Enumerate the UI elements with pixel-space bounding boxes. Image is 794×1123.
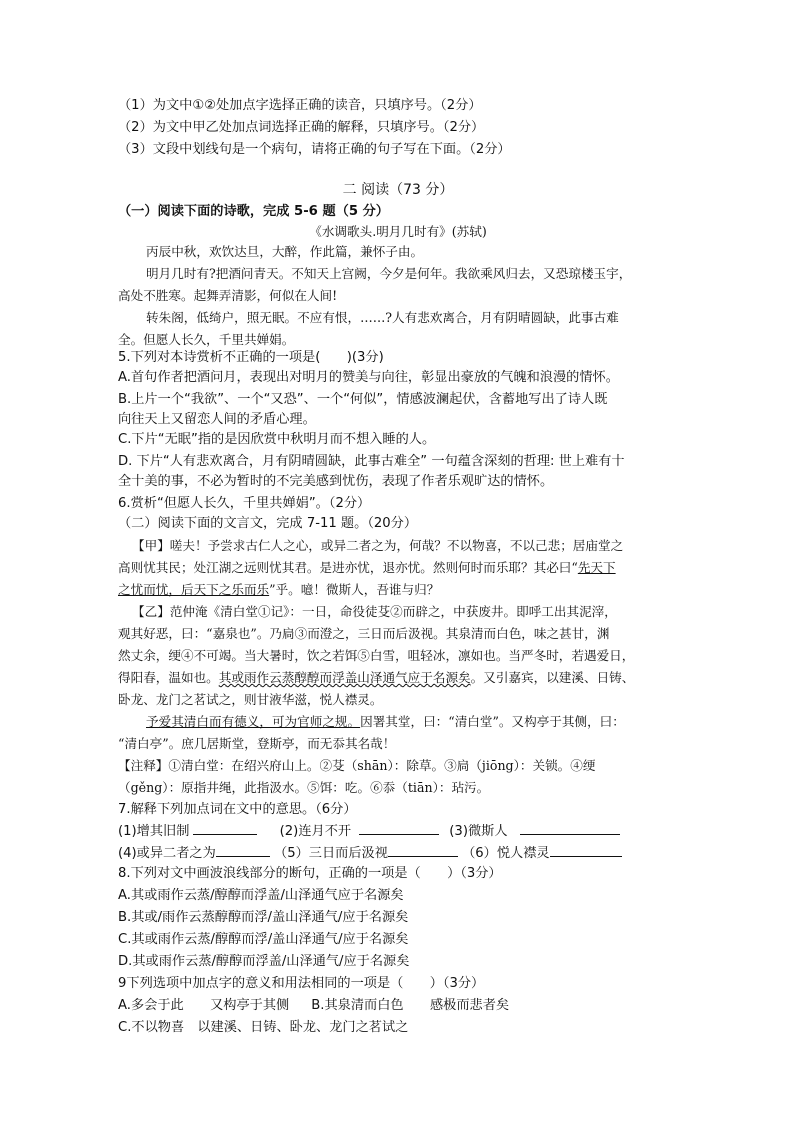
poem-preface: 丙辰中秋，欢饮达旦，大醉，作此篇，兼怀子由。 (146, 244, 424, 259)
annotation-line2: （gěng）：原指井绳，此指汲水。⑤饵：吃。⑥忝（tiān）：玷污。 (118, 780, 490, 795)
q5-option-d-line2: 全十美的事，不必为暂时的不完美感到忧伤，表现了作者乐观旷达的情怀。 (118, 474, 554, 489)
q8-stem: 8.下列对文中画波浪线部分的断句，正确的一项是（ ）（3分） (118, 866, 502, 881)
poem-stanza1-line1: 明月几时有?把酒问青天。不知天上宫阙，今夕是何年。我欲乘风归去，又恐琼楼玉宇， (146, 266, 632, 281)
passage-yi-line4-end: 。又引嘉宾，以建溪、日铸、 (470, 670, 635, 685)
q5-option-b-line1: B.上片一个“我欲”、一个“又恐”、一个“何似”，情感波澜起伏，含蓄地写出了诗人既 (118, 392, 608, 407)
q8-option-c: C.其或雨作云蒸/醇醇而浮/盖山泽通气/应于名源矣 (118, 932, 409, 947)
passage-yi-line6 (146, 712, 706, 732)
q7-stem: 7.解释下列加点词在文中的意思。（6分） (118, 802, 357, 817)
passage-yi-line7: “清白亭”。庶几居斯堂，登斯亭，而无忝其名哉！ (118, 736, 396, 751)
poem-stanza1-line2: 高处不胜寒。起舞弄清影，何似在人间! (118, 288, 338, 303)
passage-yi-line6-text: 因署其堂，曰：“清白堂”。又构亭于其侧，曰： (360, 714, 625, 729)
prose-section-heading: （二）阅读下面的文言文，完成 7-11 题。（20分） (118, 516, 418, 531)
q5-stem: 5.下列对本诗赏析不正确的一项是( )(3分) (118, 350, 384, 365)
q7-row2 (118, 842, 678, 864)
q7-item-2: (2)连月不开 (279, 824, 352, 839)
question-2: （2）为文中甲乙处加点词选择正确的解释，只填序号。（2分） (118, 120, 485, 135)
passage-yi-line3: 然丈余，绠④不可竭。当大暑时，饮之若饵⑤白雪，咀轻冰，凛如也。当严冬时，若遇爱日， (118, 648, 635, 663)
q9-row1 (118, 996, 678, 1016)
passage-jia-line2-text: 高则忧其民；处江湖之远则忧其君。是进亦忧，退亦忧。然则何时而乐耶？其必曰“ (118, 560, 578, 575)
q7-item-6: （6）悦人襟灵 (462, 846, 550, 861)
passage-jia-underline-a: 先天下 (577, 560, 616, 575)
passage-yi-line1: 【乙】范仲淹《清白堂①记》：一日，命役徒芟②而辟之，中获废井。即呼工出其泥滓， (132, 604, 617, 619)
q7-answer-2[interactable] (359, 820, 439, 835)
poem-stanza2-line2: 全。但愿人长久，千里共婵娟。 (118, 332, 295, 347)
q7-item-3: (3)微斯人 (449, 824, 508, 839)
q9-option-c: C.不以物喜 以建溪、日铸、卧龙、龙门之茗试之 (118, 1020, 409, 1035)
passage-jia-line3-text: ”乎。噫！微斯人，吾谁与归？ (269, 582, 440, 597)
annotation-line1: 【注释】①清白堂：在绍兴府山上。②芟（shān）：除草。③扃（jiōng）：关锁。④绠 (118, 758, 596, 773)
passage-yi-line4-text: 得阳春，温如也。 (118, 670, 219, 685)
question-3: （3）文段中划线句是一个病句，请将正确的句子写在下面。（2分） (118, 142, 511, 157)
passage-jia-underline-b: 之忧而忧，后天下之乐而乐 (118, 582, 270, 597)
q7-item-4: (4)或异二者之为 (118, 846, 216, 861)
passage-yi-underline: 予爱其清白而有德义，可为官师之规。 (146, 714, 361, 729)
q8-option-b: B.其或/雨作云蒸醇醇而浮/盖山泽通气/应于名源矣 (118, 910, 409, 925)
q9-option-a: A.多会于此 又构亭于其侧 (118, 998, 290, 1013)
passage-yi-line5: 卧龙、龙门之茗试之，则甘液华滋，悦人襟灵。 (118, 692, 383, 707)
q8-option-d: D.其或雨作云蒸/醇醇而浮盖/山泽通气/应于名源矣 (118, 954, 410, 969)
q5-option-d-line1: D. 下片“人有悲欢离合，月有阴晴圆缺，此事古难全” 一句蕴含深刻的哲理: 世上难有十 (118, 454, 625, 469)
q5-option-a: A.首句作者把酒问月，表现出对明月的赞美与向往，彰显出豪放的气魄和浪漫的情怀。 (118, 370, 619, 385)
q9-stem: 9下列选项中加点字的意义和用法相同的一项是（ ）（3分） (118, 976, 485, 991)
q6-stem: 6.赏析“但愿人长久，千里共婵娟”。（2分） (118, 496, 371, 511)
poem-title: 《水调歌头.明月几时有》(苏轼) (309, 224, 487, 239)
q7-answer-5[interactable] (388, 842, 458, 857)
q7-item-5: （5）三日而后汲视 (274, 846, 388, 861)
passage-yi-line4 (118, 668, 678, 688)
passage-jia-line2 (118, 558, 678, 578)
question-1: （1）为文中①②处加点字选择正确的读音，只填序号。（2分） (118, 98, 482, 113)
poem-stanza2-line1: 转朱阁，低绮户，照无眠。不应有恨，……?人有悲欢离合，月有阴晴圆缺，此事古难 (146, 310, 619, 325)
q5-option-b-line2: 向往天上又留恋人间的矛盾心理。 (118, 412, 316, 427)
passage-yi-wavy-sentence: 其或雨作云蒸醇醇而浮盖山泽通气应于名源矣 (218, 670, 471, 685)
passage-jia-line3 (118, 580, 678, 600)
q9-option-b: B.其泉清而白色 感极而悲者矣 (311, 998, 510, 1013)
q8-option-a: A.其或雨作云蒸/醇醇而浮盖/山泽通气应于名源矣 (118, 888, 404, 903)
part2-title: 二 阅读（73 分） (342, 182, 454, 198)
q7-row1 (118, 820, 678, 842)
passage-yi-line2: 观其好恶，曰：“嘉泉也”。乃扃③而澄之，三日而后汲视。其泉清而白色，味之甚甘，渊 (118, 626, 610, 641)
q7-answer-6[interactable] (550, 842, 622, 857)
q7-answer-1[interactable] (193, 820, 257, 835)
passage-jia-line1: 【甲】嗟夫！予尝求古仁人之心，或异二者之为，何哉？不以物喜，不以己悲；居庙堂之 (132, 538, 624, 553)
q7-answer-3[interactable] (520, 820, 620, 835)
poem-section-heading: （一）阅读下面的诗歌，完成 5-6 题（5 分） (118, 204, 389, 219)
q7-answer-4[interactable] (216, 842, 270, 857)
q7-item-1: (1)增其旧制 (118, 824, 190, 839)
q5-option-c: C.下片“无眠”指的是因欣赏中秋明月而不想入睡的人。 (118, 432, 436, 447)
